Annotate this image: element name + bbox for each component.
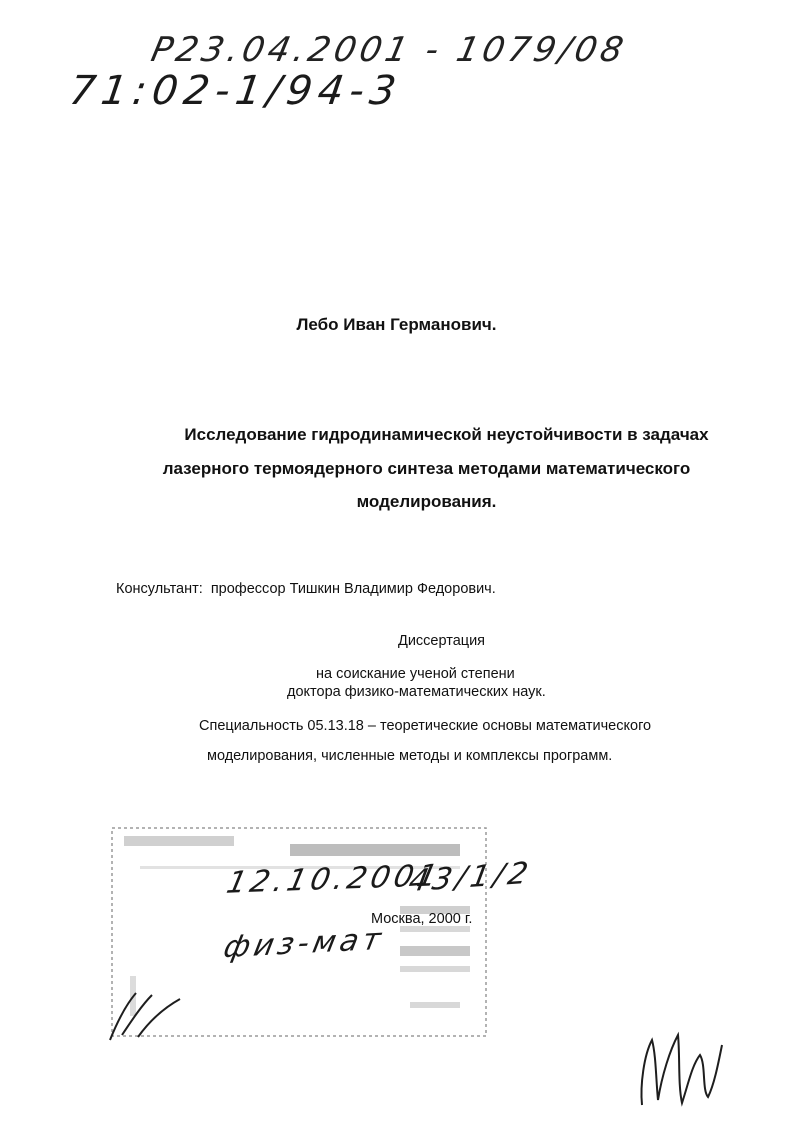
title-line-2: лазерного термоядерного синтеза методами математического <box>162 459 691 478</box>
work-type: Диссертация <box>398 633 486 649</box>
signature-left <box>102 985 192 1045</box>
city-year: Москва, 2000 г. <box>371 911 473 927</box>
signature-right <box>622 1005 732 1115</box>
degree-line-1: на соискание ученой степени <box>316 666 515 682</box>
handwritten-stamp-code: 43/1/2 <box>405 855 535 900</box>
handwritten-stamp-field: физ-мат <box>220 921 388 966</box>
consultant-name: профессор Тишкин Владимир Федорович. <box>210 581 496 597</box>
consultant-label: Консультант: <box>116 581 203 597</box>
handwritten-registration: Р23.04.2001 - 1079/08 <box>147 30 631 70</box>
consultant-line <box>116 581 496 597</box>
handwritten-catalog-number: 71:02-1/94-3 <box>66 68 405 114</box>
author-name: Лебо Иван Германович. <box>296 315 497 334</box>
title-line-1: Исследование гидродинамической неустойчивости в задачах <box>184 425 709 444</box>
title-line-3: моделирования. <box>356 492 497 511</box>
specialty-line-1: Специальность 05.13.18 – теоретические основы математического <box>199 718 652 734</box>
handwritten-stamp-date: 12.10.2001 <box>223 858 445 901</box>
specialty-line-2: моделирования, численные методы и комплексы программ. <box>207 748 613 764</box>
degree-line-2: доктора физико-математических наук. <box>287 684 546 700</box>
